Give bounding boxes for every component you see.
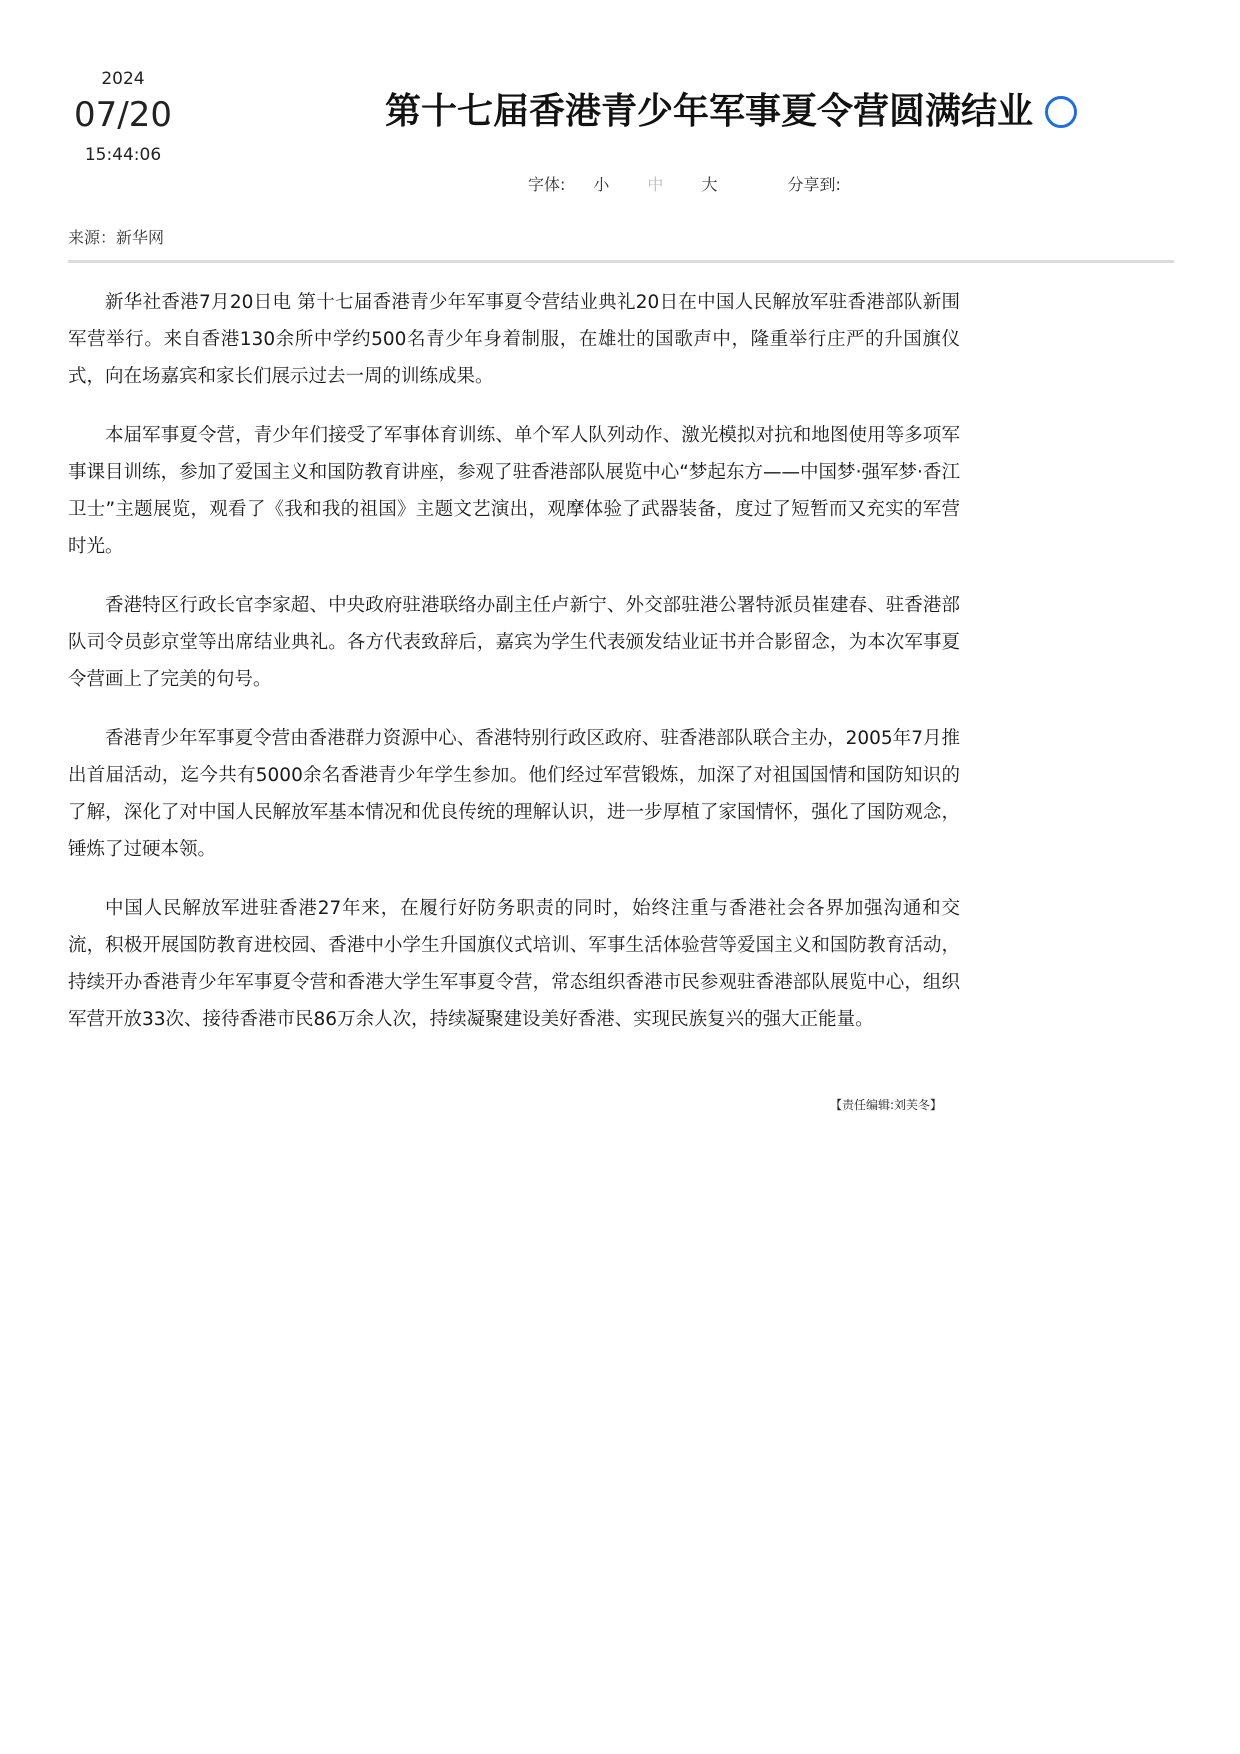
header-divider (68, 260, 1174, 263)
responsible-editor: 【责任编辑:刘芙冬】 (829, 1098, 942, 1112)
title-row (385, 86, 1077, 138)
article-paragraph: 香港青少年军事夏令营由香港群力资源中心、香港特别行政区政府、驻香港部队联合主办，2005年7月推出首届活动，迄今共有5000余名香港青少年学生参加。他们经过军营锻炼，加深了对祖国国情和国防知识的了解，深化了对中国人民解放军基本情况和优良传统的理解认识，进一步厚植了家国情怀，强化了国防观念，锤炼了过硬本领。 (68, 728, 960, 860)
date-month-day: 07/20 (74, 95, 172, 135)
font-size-medium-button[interactable]: 中 (647, 175, 664, 194)
date-year: 2024 (101, 69, 145, 89)
circle-icon (1045, 96, 1077, 128)
date-time: 15:44:06 (84, 145, 162, 165)
publish-date (68, 68, 178, 166)
font-size-large-button[interactable]: 大 (701, 175, 718, 194)
article-source: 来源：新华网 (68, 228, 165, 247)
article-paragraph: 新华社香港7月20日电 第十七届香港青少年军事夏令营结业典礼20日在中国人民解放军驻香港部队新围军营举行。来自香港130余所中学约500名青少年身着制服，在雄壮的国歌声中，隆重举行庄严的升国旗仪式，向在场嘉宾和家长们展示过去一周的训练成果。 (68, 292, 960, 387)
article-paragraph: 本届军事夏令营，青少年们接受了军事体育训练、单个军人队列动作、激光模拟对抗和地图使用等多项军事课目训练，参加了爱国主义和国防教育讲座，参观了驻香港部队展览中心“梦起东方——中国梦·强军梦·香江卫士”主题展览，观看了《我和我的祖国》主题文艺演出，观摩体验了武器装备，度过了短暂而又充实的军营时光。 (68, 425, 960, 557)
article-body (68, 284, 960, 1060)
article-paragraph: 香港特区行政长官李家超、中央政府驻港联络办副主任卢新宁、外交部驻港公署特派员崔建春、驻香港部队司令员彭京堂等出席结业典礼。各方代表致辞后，嘉宾为学生代表颁发结业证书并合影留念，为本次军事夏令营画上了完美的句号。 (68, 595, 960, 690)
article-tools (528, 174, 841, 196)
font-size-small-button[interactable]: 小 (593, 175, 610, 194)
page-title: 第十七届香港青少年军事夏令营圆满结业 (385, 91, 1034, 132)
article-paragraph: 中国人民解放军进驻香港27年来，在履行好防务职责的同时，始终注重与香港社会各界加强沟通和交流，积极开展国防教育进校园、香港中小学生升国旗仪式培训、军事生活体验营等爱国主义和国防教育活动，持续开办香港青少年军事夏令营和香港大学生军事夏令营，常态组织香港市民参观驻香港部队展览中心，组织军营开放33次、接待香港市民86万余人次，持续凝聚建设美好香港、实现民族复兴的强大正能量。 (68, 898, 960, 1030)
share-label: 分享到: (787, 175, 841, 194)
font-size-label: 字体: (528, 175, 566, 194)
